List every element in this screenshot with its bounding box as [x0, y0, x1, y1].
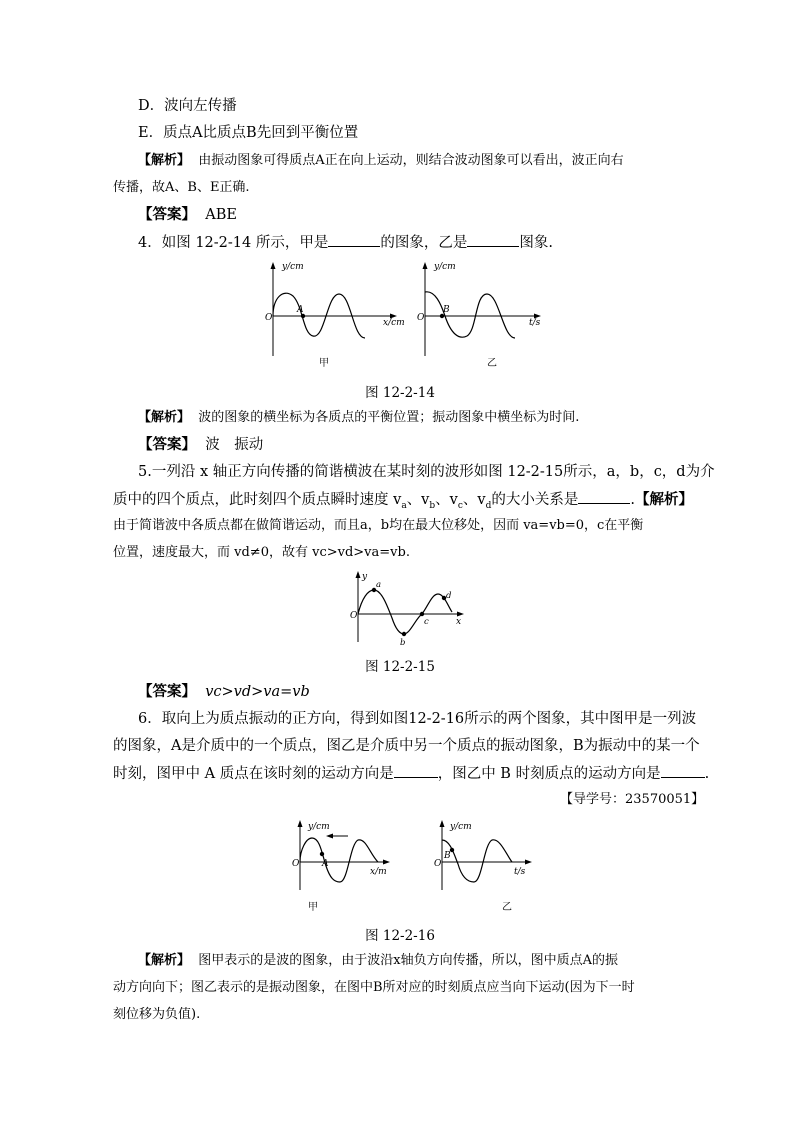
fig14b-xlabel: t/s: [529, 318, 541, 328]
q6-line2: 的图象，A是介质中的一个质点，图乙是介质中另一个质点的振动图象，B为振动中的某一个: [113, 738, 700, 754]
q5-blank: [578, 489, 630, 504]
analysis-tag: 【解析】: [138, 953, 191, 968]
q4-analysis-text: 波的图象的横坐标为各质点的平衡位置；振动图象中横坐标为时间.: [198, 410, 580, 425]
fig16a-point: A: [322, 859, 329, 869]
q4-analysis: [138, 408, 579, 428]
q6-line3: 时刻，图甲中 A 质点在该时刻的运动方向是 ，图乙中 B 时刻质点的运动方向是 .: [113, 763, 709, 784]
q5-line1: 5.一列沿 x 轴正方向传播的简谐横波在某时刻的波形如图 12-2-15所示，a，b，c，d为介: [138, 464, 715, 480]
fig14b-origin: O: [417, 313, 425, 323]
q5-analysis-line1: 由于简谐波中各质点都在做简谐运动，而且a，b均在最大位移处，因而 va=vb=0，c在平衡: [113, 518, 644, 533]
fig14b-name: 乙: [487, 358, 497, 369]
q5-answer: [138, 682, 310, 702]
fig14b-ylabel: y/cm: [434, 262, 456, 272]
fig16b-name: 乙: [502, 902, 512, 913]
fig16b-ylabel: y/cm: [450, 822, 472, 832]
caption-12-2-15: 图 12-2-15: [365, 659, 435, 675]
q4-answer-text: 波 振动: [205, 437, 264, 453]
q6-blank-1: [394, 763, 438, 778]
q6-analysis-line2: 动方向向下；图乙表示的是振动图象，在图中B所对应的时刻质点应当向下运动(因为下一时: [113, 980, 635, 995]
figure-12-2-14-yi: [417, 262, 541, 369]
q6-analysis-text: 图甲表示的是波的图象，由于波沿x轴负方向传播，所以，图中质点A的振: [198, 953, 619, 968]
q4-answer: [138, 435, 263, 455]
fig14b-point: B: [443, 305, 450, 315]
q6-line3a: 时刻，图甲中 A 质点在该时刻的运动方向是: [113, 766, 394, 782]
answer-tag: 【答案】: [138, 683, 196, 700]
analysis-tag: 【解析】: [634, 491, 693, 508]
fig14a-ylabel: y/cm: [282, 262, 304, 272]
q6-analysis-line3: 刻位移为负值).: [113, 1007, 201, 1022]
figure-12-2-16-jia: [292, 820, 390, 913]
fig15-ylabel: y: [362, 572, 368, 582]
q6-blank-2: [661, 763, 705, 778]
q6-line3b: ，图乙中 B 时刻质点的运动方向是: [437, 766, 661, 782]
q3-analysis-line2: 传播，故A、B、E正确.: [113, 180, 250, 195]
q4-mid: 的图象，乙是: [380, 235, 468, 251]
q6-line1: 6．取向上为质点振动的正方向，得到如图12-2-16所示的两个图象，其中图甲是一列波: [138, 711, 697, 727]
caption-12-2-14: 图 12-2-14: [365, 385, 435, 401]
q6-guide-number: 【导学号：23570051】: [560, 792, 705, 807]
fig16b-point: B: [444, 851, 451, 861]
fig15-point-d: d: [446, 591, 452, 601]
q3-answer-text: ABE: [205, 207, 237, 223]
answer-tag: 【答案】: [138, 206, 196, 223]
fig15-xlabel: x: [456, 617, 462, 627]
fig15-point-c: c: [424, 617, 429, 627]
fig16b-origin: O: [434, 859, 442, 869]
q4-blank-1: [328, 232, 380, 247]
fig14a-xlabel: x/cm: [383, 318, 405, 328]
q4-prefix: 4．如图 12-2-14 所示，甲是: [138, 235, 329, 251]
fig16b-xlabel: t/s: [514, 867, 526, 877]
analysis-tag: 【解析】: [138, 153, 191, 168]
fig14a-point: A: [297, 305, 304, 315]
option-e: E．质点A比质点B先回到平衡位置: [138, 125, 359, 141]
answer-tag: 【答案】: [138, 436, 196, 453]
figure-12-2-16-yi: [434, 820, 532, 913]
fig14a-name: 甲: [319, 358, 329, 369]
option-d: D．波向左传播: [138, 98, 237, 114]
q3-answer: [138, 205, 237, 225]
q5-line2: 质中的四个质点，此时刻四个质点瞬时速度 $v_a$、$v_b$、$v_c$、$v_d$的大小关系是 .【解析】: [113, 491, 693, 511]
fig15-point-a: a: [376, 580, 382, 590]
q3-analysis-line1: [138, 151, 624, 171]
q4-blank-2: [467, 232, 519, 247]
fig16a-ylabel: y/cm: [308, 822, 330, 832]
q6-analysis-line1: [138, 951, 618, 971]
q5-line2b: 的大小关系是: [491, 492, 579, 508]
figure-12-2-14: [255, 256, 555, 376]
q5-analysis-line2: 位置，速度最大，而 vd≠0，故有 vc>vd>va=vb.: [113, 545, 410, 560]
q4-stem: [138, 232, 553, 253]
fig15-origin: O: [350, 611, 358, 621]
figure-12-2-16: [282, 814, 542, 914]
q4-suffix: 图象.: [519, 235, 553, 251]
figure-12-2-14-jia: [265, 262, 405, 369]
fig15-point-b: b: [400, 638, 406, 648]
caption-12-2-16: 图 12-2-16: [365, 928, 435, 944]
fig16a-origin: O: [292, 859, 300, 869]
fig16a-xlabel: x/m: [370, 867, 387, 877]
fig14a-origin: O: [265, 313, 273, 323]
fig16a-name: 甲: [308, 902, 318, 913]
q5-line2a: 质中的四个质点，此时刻四个质点瞬时速度 v: [113, 492, 402, 508]
q3-analysis-text: 由振动图象可得质点A正在向上运动，则结合波动图象可以看出，波正向右: [198, 153, 624, 168]
figure-12-2-15: [340, 568, 480, 648]
q5-answer-text: vc>vd>va=vb: [205, 684, 310, 700]
analysis-tag: 【解析】: [138, 410, 191, 425]
